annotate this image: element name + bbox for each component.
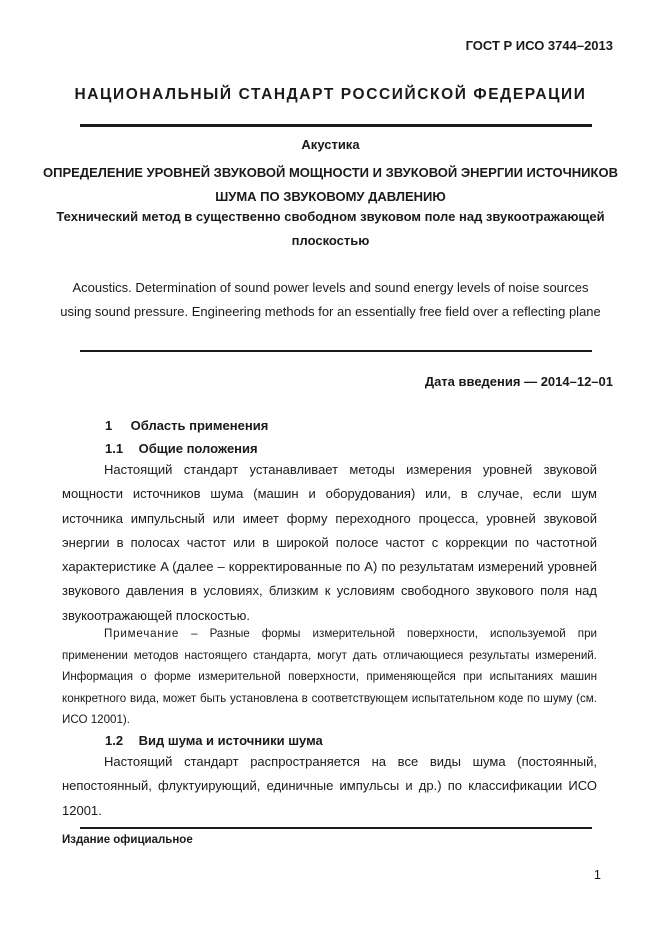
introduction-date: Дата введения — 2014–12–01 — [424, 374, 613, 389]
note-text: – Разные формы измерительной поверхности, используемой при применении методов настоящего стандарта, могут дать отличающиеся результаты измерений. Информация о форме измерительной поверхности, применяющейся при испытаниях машин конкретного вида, может быть установлена в соответствующем испытательном коде по шуму (см. ИСО 12001). — [62, 627, 597, 727]
section-number: 1.1 — [105, 441, 124, 456]
section-1-2-heading — [105, 733, 323, 748]
paragraph-scope: Настоящий стандарт устанавливает методы измерения уровней звуковой мощности источников шума (машин и оборудования) или, в случае, если шум источника импульсный или имеет форму переходного процесса, уровней звуковой энергии в полосах частот или в широкой полосе частот с коррекции по частотной характеристике A (далее – корректированные по A) по результатам измерений уровней звукового давления в условиях, близким к условиям свободного звукового поля над звукоотражающей плоскостью. — [62, 462, 597, 623]
section-title: Вид шума и источники шума — [138, 733, 323, 748]
section-number: 1 — [105, 418, 113, 433]
footer-divider — [80, 827, 592, 829]
method-subtitle: Технический метод в существенно свободном звуковом поле над звукоотражающей плоскостью — [56, 209, 605, 248]
national-standard-title: НАЦИОНАЛЬНЫЙ СТАНДАРТ РОССИЙСКОЙ ФЕДЕРАЦИИ — [74, 86, 587, 103]
section-number: 1.2 — [105, 733, 124, 748]
note-block — [62, 623, 597, 731]
note-label: Примечание — [104, 627, 180, 640]
standard-number: ГОСТ Р ИСО 3744–2013 — [465, 38, 613, 53]
official-edition-label: Издание официальное — [62, 834, 193, 846]
section-1-1-heading — [105, 441, 258, 456]
subject-heading: Акустика — [301, 137, 360, 152]
section-title: Общие положения — [138, 441, 258, 456]
top-divider — [80, 124, 592, 127]
english-title: Acoustics. Determination of sound power levels and sound energy levels of noise sources using sound pressure. Engineering methods for an essentially free field over a reflecting plane — [60, 280, 601, 319]
main-title: ОПРЕДЕЛЕНИЕ УРОВНЕЙ ЗВУКОВОЙ МОЩНОСТИ И ЗВУКОВОЙ ЭНЕРГИИ ИСТОЧНИКОВ ШУМА ПО ЗВУКОВОМУ ДАВЛЕНИЮ — [43, 165, 618, 204]
section-1-heading — [105, 418, 268, 433]
section-title: Область применения — [130, 418, 269, 433]
title-divider — [80, 350, 592, 352]
paragraph-noise-types: Настоящий стандарт распространяется на все виды шума (постоянный, непостоянный, флуктуирующий, единичные импульсы и др.) по классификации ИСО 12001. — [62, 754, 597, 818]
page-number: 1 — [593, 867, 601, 882]
